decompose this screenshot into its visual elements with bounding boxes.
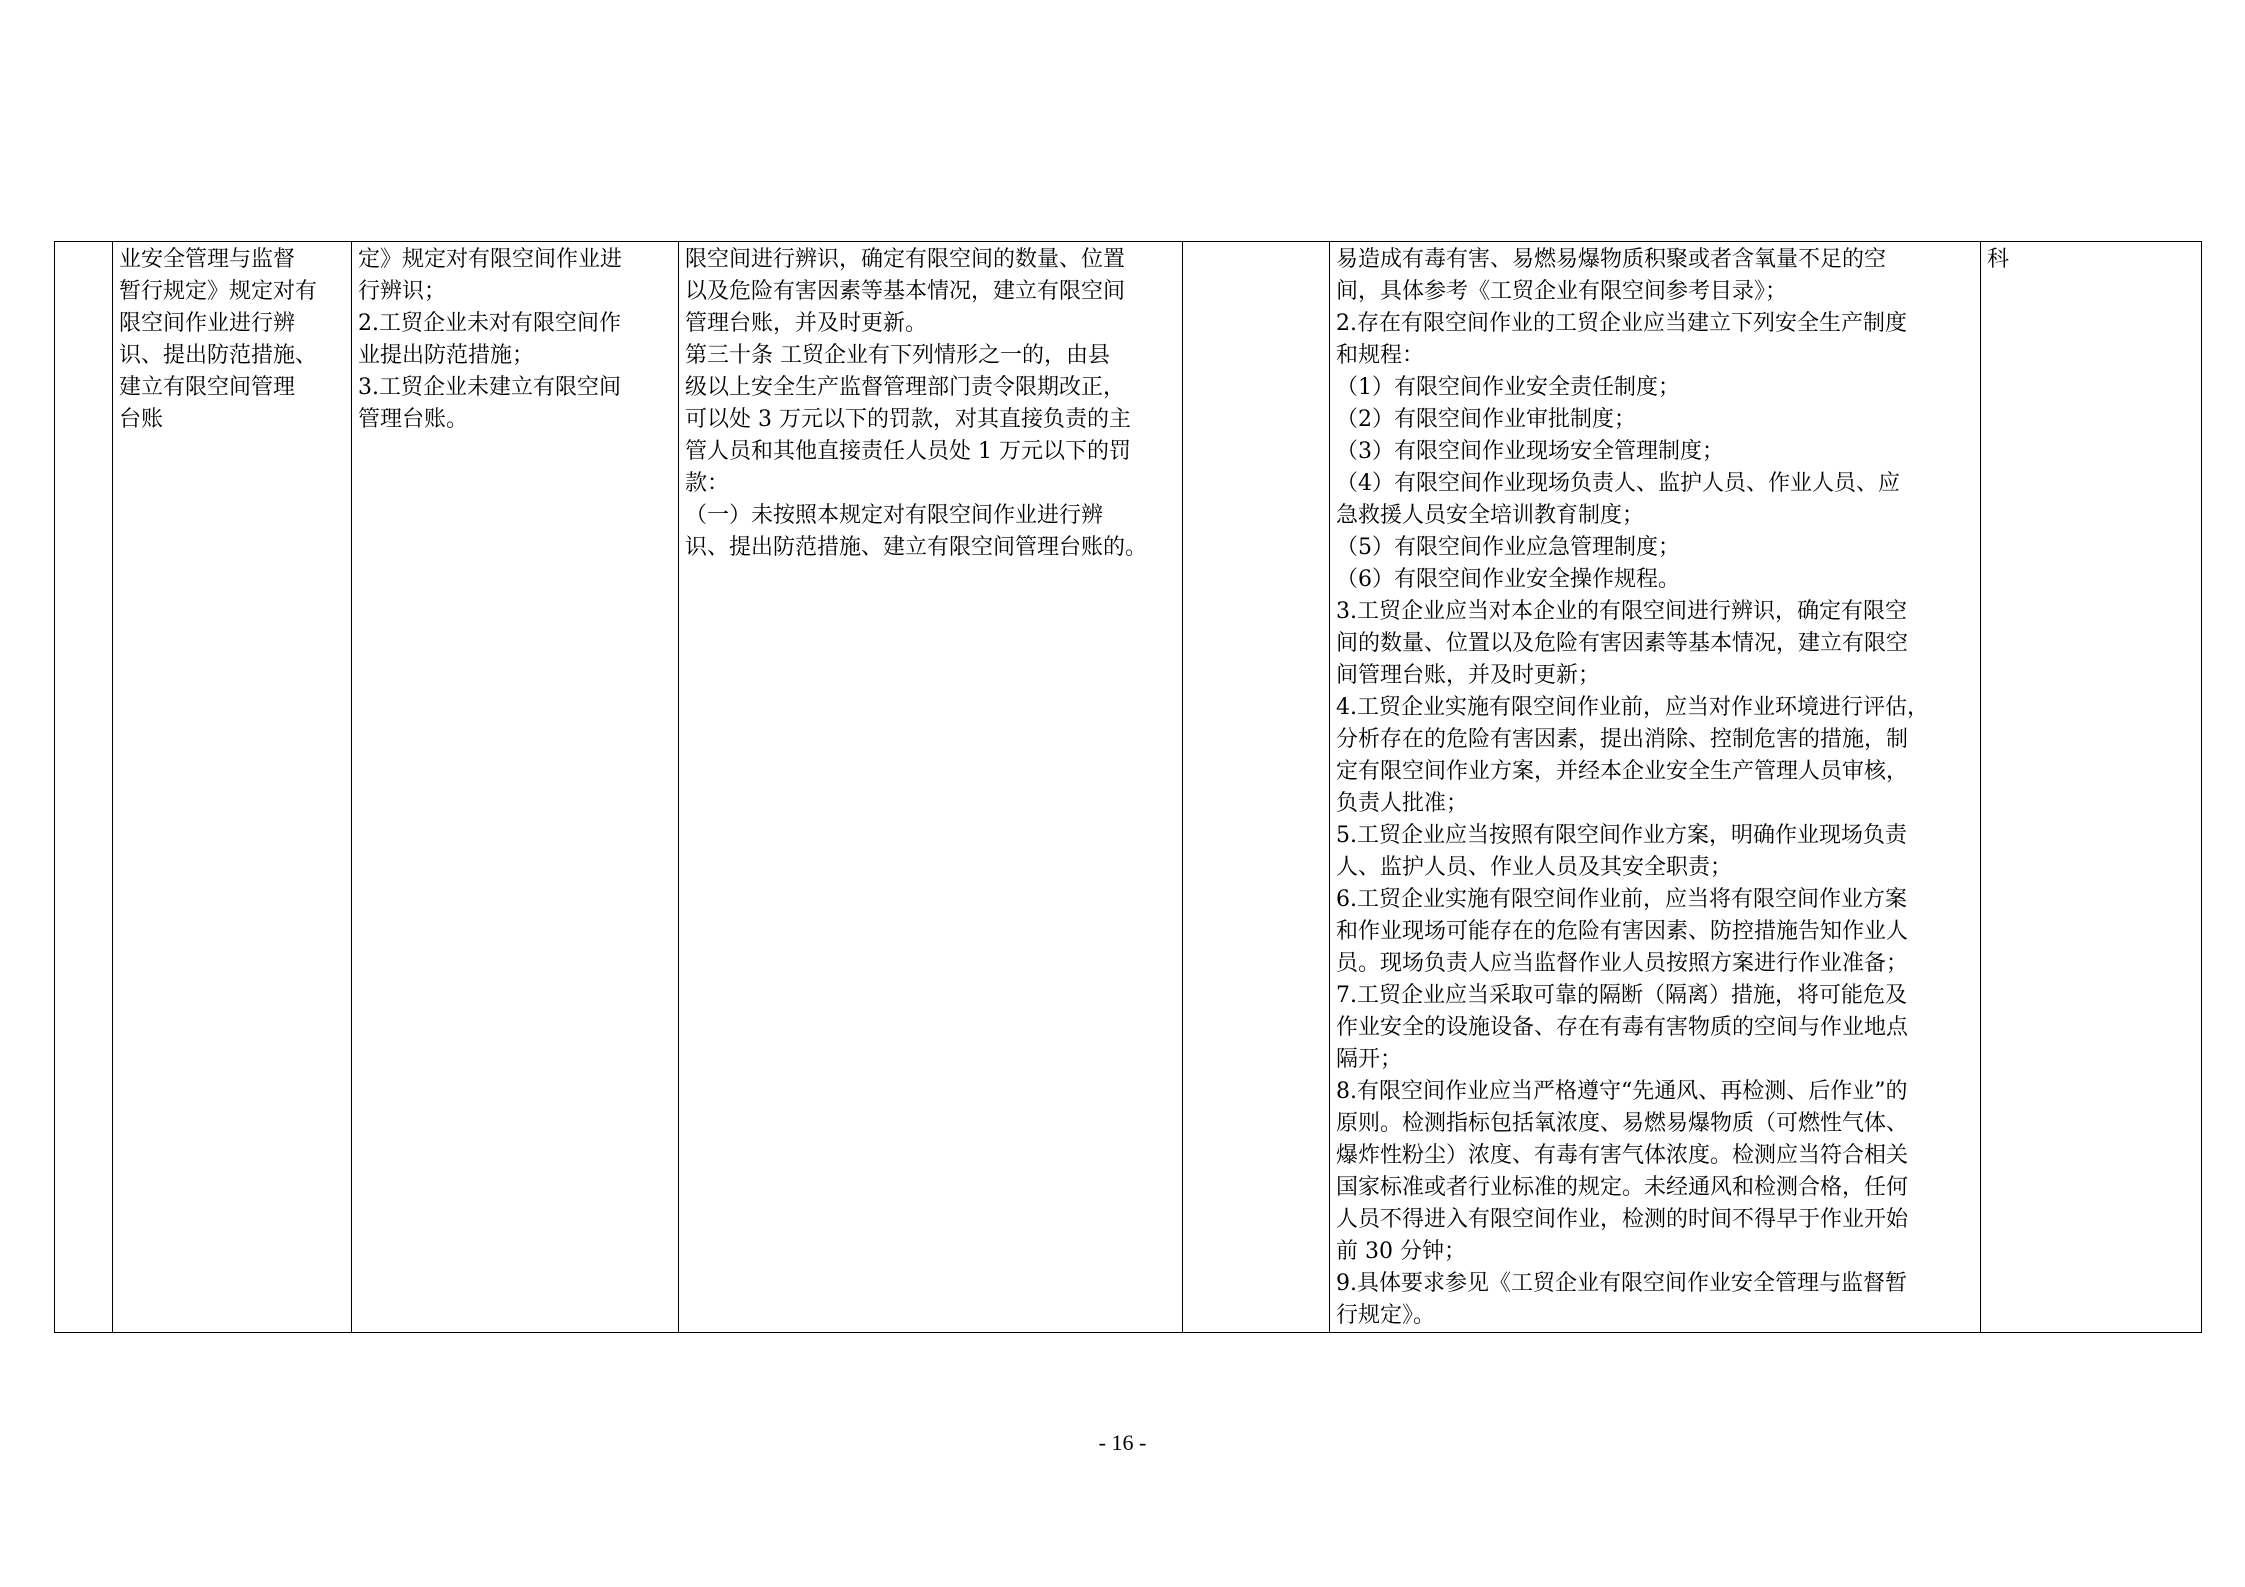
text-line: 行辨识； <box>358 279 447 304</box>
text-line: 人、监护人员、作业人员及其安全职责； <box>1336 855 1733 880</box>
text-line: 和规程： <box>1336 343 1425 368</box>
cell-violation-details <box>352 242 679 1333</box>
text-line: 管理台账。 <box>358 407 469 432</box>
text-line: 作业安全的设施设备、存在有毒有害物质的空间与作业地点 <box>1336 1015 1909 1040</box>
text-line: 3.工贸企业未建立有限空间 <box>358 375 621 400</box>
text-line: 管人员和其他直接责任人员处 1 万元以下的罚 <box>685 439 1131 464</box>
cell-violation-summary <box>113 242 352 1333</box>
text-line: 第三十条 工贸企业有下列情形之一的，由县 <box>685 343 1110 368</box>
cell-department <box>1981 242 2202 1333</box>
text-line: 易造成有毒有害、易燃易爆物质积聚或者含氧量不足的空 <box>1336 247 1887 272</box>
text-line: 国家标准或者行业标准的规定。未经通风和检测合格，任何 <box>1336 1175 1909 1200</box>
text-line: 5.工贸企业应当按照有限空间作业方案，明确作业现场负责 <box>1336 823 1907 848</box>
text-line: 6.工贸企业实施有限空间作业前，应当将有限空间作业方案 <box>1336 887 1907 912</box>
text-line: 4.工贸企业实施有限空间作业前，应当对作业环境进行评估， <box>1336 695 1929 720</box>
table-row <box>55 242 2202 1333</box>
text-line: 9.具体要求参见《工贸企业有限空间作业安全管理与监督暂 <box>1336 1271 1907 1296</box>
text-line: 科 <box>1987 247 2010 272</box>
text-line: 可以处 3 万元以下的罚款，对其直接负责的主 <box>685 407 1131 432</box>
text-line: 隔开； <box>1336 1047 1403 1072</box>
text-line: （一）未按照本规定对有限空间作业进行辨 <box>685 503 1104 528</box>
cell-index <box>55 242 113 1333</box>
text-line: 业安全管理与监督 <box>119 247 296 272</box>
cell-text <box>685 244 1176 564</box>
text-line: 2.工贸企业未对有限空间作 <box>358 311 621 336</box>
text-line: 人员不得进入有限空间作业，检测的时间不得早于作业开始 <box>1336 1207 1909 1232</box>
text-line: 间，具体参考《工贸企业有限空间参考目录》； <box>1336 279 1788 304</box>
text-line: 和作业现场可能存在的危险有害因素、防控措施告知作业人 <box>1336 919 1909 944</box>
text-line: 管理台账，并及时更新。 <box>685 311 928 336</box>
text-line: 员。现场负责人应当监督作业人员按照方案进行作业准备； <box>1336 951 1909 976</box>
text-line: （3）有限空间作业现场安全管理制度； <box>1336 439 1724 464</box>
text-line: 业提出防范措施； <box>358 343 535 368</box>
text-line: （6）有限空间作业安全操作规程。 <box>1336 567 1680 592</box>
text-line: 款： <box>685 471 730 496</box>
regulation-table <box>54 241 2202 1333</box>
text-line: 分析存在的危险有害因素，提出消除、控制危害的措施，制 <box>1336 727 1909 752</box>
text-line: （1）有限空间作业安全责任制度； <box>1336 375 1680 400</box>
cell-legal-basis <box>679 242 1183 1333</box>
text-line: 限空间进行辨识，确定有限空间的数量、位置 <box>685 247 1126 272</box>
text-line: 间的数量、位置以及危险有害因素等基本情况，建立有限空 <box>1336 631 1909 656</box>
text-line: 前 30 分钟； <box>1336 1239 1466 1264</box>
text-line: 爆炸性粉尘）浓度、有毒有害气体浓度。检测应当符合相关 <box>1336 1143 1909 1168</box>
text-line: 暂行规定》规定对有 <box>119 279 318 304</box>
text-line: 识、提出防范措施、建立有限空间管理台账的。 <box>685 535 1148 560</box>
text-line: 3.工贸企业应当对本企业的有限空间进行辨识，确定有限空 <box>1336 599 1907 624</box>
cell-text <box>358 244 672 436</box>
text-line: 以及危险有害因素等基本情况，建立有限空间 <box>685 279 1126 304</box>
text-line: （5）有限空间作业应急管理制度； <box>1336 535 1680 560</box>
cell-empty <box>1183 242 1330 1333</box>
cell-text <box>1336 244 1974 1332</box>
text-line: 7.工贸企业应当采取可靠的隔断（隔离）措施，将可能危及 <box>1336 983 1907 1008</box>
text-line: 2.存在有限空间作业的工贸企业应当建立下列安全生产制度 <box>1336 311 1907 336</box>
page-number: - 16 - <box>1098 1430 1147 1455</box>
text-line: 间管理台账，并及时更新； <box>1336 663 1601 688</box>
text-line: （4）有限空间作业现场负责人、监护人员、作业人员、应 <box>1336 471 1900 496</box>
text-line: 负责人批准； <box>1336 791 1469 816</box>
text-line: 急救援人员安全培训教育制度； <box>1336 503 1645 528</box>
text-line: 定有限空间作业方案，并经本企业安全生产管理人员审核， <box>1336 759 1909 784</box>
text-line: 台账 <box>119 407 164 432</box>
text-line: 8.有限空间作业应当严格遵守“先通风、再检测、后作业”的 <box>1336 1079 1908 1104</box>
cell-text <box>119 244 345 436</box>
text-line: 级以上安全生产监督管理部门责令限期改正， <box>685 375 1126 400</box>
text-line: 建立有限空间管理 <box>119 375 296 400</box>
text-line: 限空间作业进行辨 <box>119 311 296 336</box>
text-line: 定》规定对有限空间作业进 <box>358 247 623 272</box>
cell-requirements <box>1330 242 1981 1333</box>
text-line: （2）有限空间作业审批制度； <box>1336 407 1636 432</box>
text-line: 行规定》。 <box>1336 1303 1436 1328</box>
text-line: 原则。检测指标包括氧浓度、易燃易爆物质（可燃性气体、 <box>1336 1111 1909 1136</box>
cell-text <box>1987 244 2195 276</box>
text-line: 识、提出防范措施、 <box>119 343 318 368</box>
